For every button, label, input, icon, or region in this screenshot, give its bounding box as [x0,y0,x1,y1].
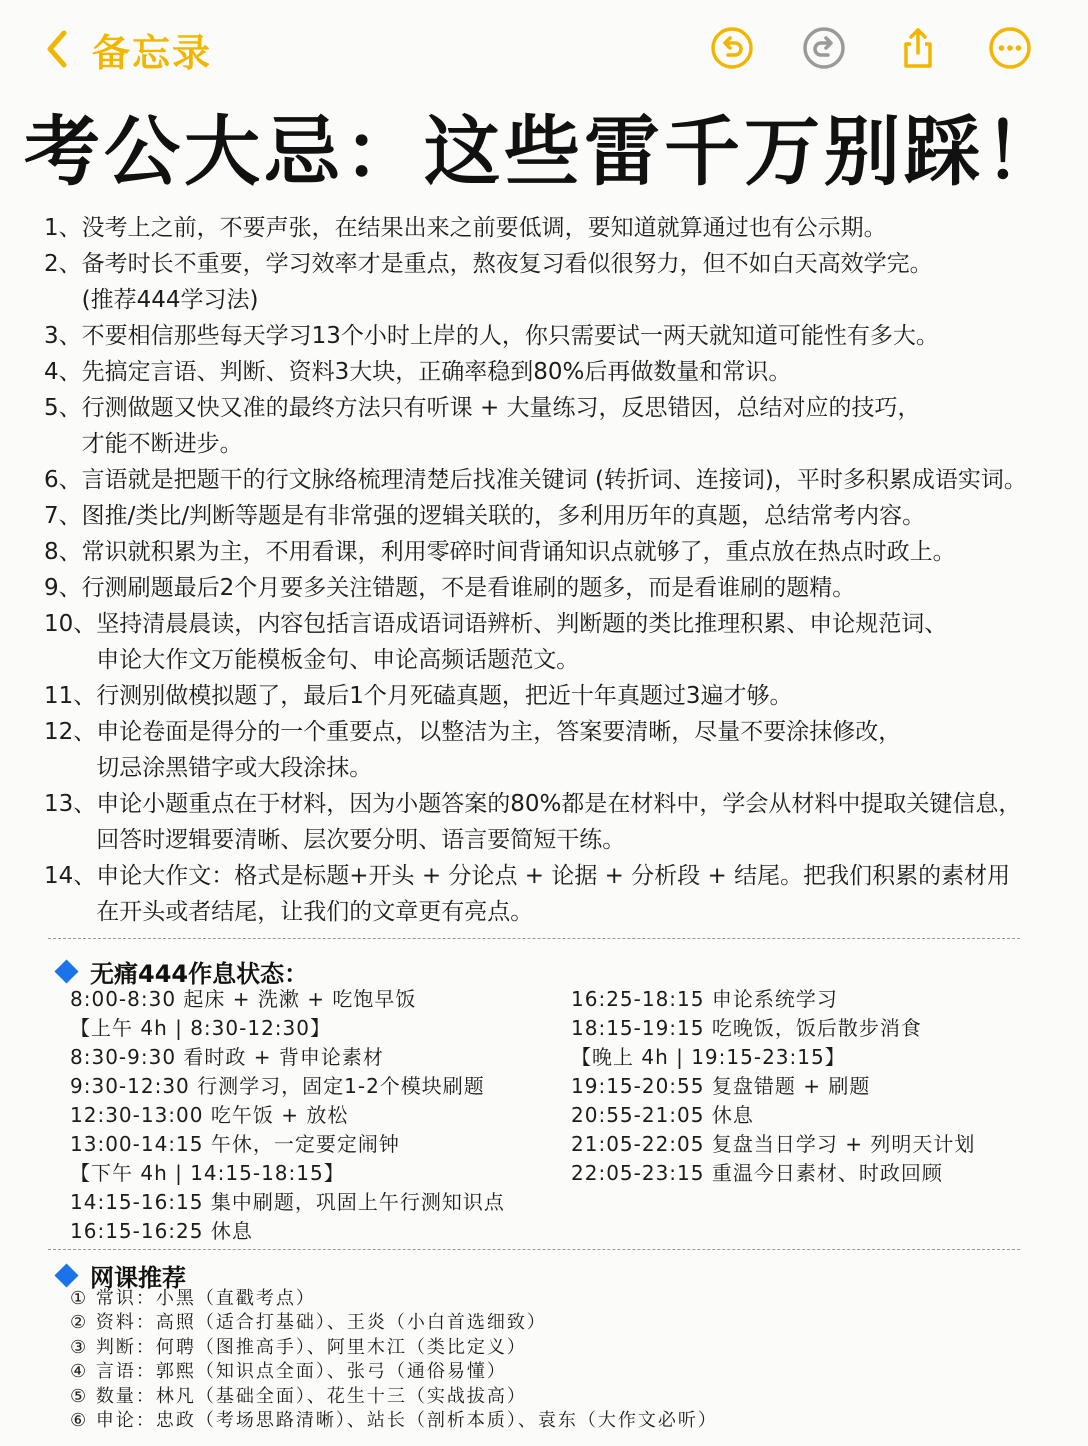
tip-number: 6、 [44,467,82,493]
tip-text: 常识就积累为主，不用看课，利用零碎时间背诵知识点就够了，重点放在热点时政上。 [81,539,956,565]
courses-list [70,1287,718,1433]
schedule-entry: 19:15-20:55 复盘错题 + 刷题 [571,1074,871,1098]
tip-number: 9、 [44,575,82,601]
back-label: 备忘录 [92,30,213,75]
tip-text: 申论大作文：格式是标题+开头 + 分论点 + 论据 + 分析段 + 结尾。把我们积累的素材用 [96,863,1011,889]
tip-text: 才能不断进步。 [81,431,243,457]
tip-item [44,318,1054,354]
tip-item [44,858,1054,930]
tip-item [44,678,1054,714]
tip-number: 3、 [44,323,82,349]
schedule-entry: 8:30-9:30 看时政 + 背申论素材 [70,1045,384,1069]
tip-text: 行测刷题最后2个月要多关注错题，不是看谁刷的题多，而是看谁刷的题精。 [81,575,856,601]
tip-number: 4、 [44,359,82,385]
course-item: ② 资料：高照（适合打基础）、王炎（小白首选细致） [70,1312,547,1334]
tip-number: 13、 [44,791,97,817]
schedule-entry: 12:30-13:00 吃午饭 + 放松 [70,1103,349,1127]
tip-text: 申论大作文万能模板金句、申论高频话题范文。 [96,647,580,673]
note-title: 考公大忌：这些雷千万别踩！ [24,107,1064,196]
share-icon [896,26,940,70]
tip-item [44,498,1054,534]
schedule-entry: 18:15-19:15 吃晚饭，饭后散步消食 [571,1016,922,1040]
undo-icon [710,26,754,70]
course-item: ⑤ 数量：林凡（基础全面）、花生十三（实战拔高） [70,1385,527,1407]
tip-item [44,390,1054,462]
schedule-entry: 16:15-16:25 休息 [70,1219,253,1243]
more-icon [988,26,1032,70]
schedule-entry: 【下午 4h | 14:15-18:15】 [70,1161,345,1185]
diamond-bullet-icon [54,1263,78,1287]
schedule-entry: 16:25-18:15 申论系统学习 [571,987,838,1011]
tip-number: 2、 [44,251,82,277]
tip-text: 回答时逻辑要清晰、层次要分明、语言要简短干练。 [96,827,626,853]
redo-icon [802,26,846,70]
tip-item [44,210,1054,246]
tip-number: 11、 [44,683,97,709]
redo-button[interactable] [802,26,846,70]
tip-number: 1、 [44,215,82,241]
schedule-entry: 8:00-8:30 起床 + 洗漱 + 吃饱早饭 [70,987,417,1011]
tip-text: 没考上之前，不要声张，在结果出来之前要低调，要知道就算通过也有公示期。 [81,215,887,241]
tip-text: 坚持清晨晨读，内容包括言语成语词语辨析、判断题的类比推理积累、申论规范词、 [96,611,948,637]
schedule-entry: 21:05-22:05 复盘当日学习 + 列明天计划 [571,1132,976,1156]
back-button[interactable] [42,24,212,74]
tip-text: 言语就是把题干的行文脉络梳理清楚后找准关键词 (转折词、连接词)，平时多积累成语实词。 [81,467,1027,493]
tip-number: 14、 [44,863,97,889]
schedule-entry: 13:00-14:15 午休，一定要定闹钟 [70,1132,400,1156]
tip-item [44,462,1054,498]
schedule-heading [52,954,308,989]
chevron-left-icon [42,27,72,71]
tip-text: 在开头或者结尾，让我们的文章更有亮点。 [96,899,534,925]
tip-item [44,606,1054,678]
tip-text: 先搞定言语、判断、资料3大块，正确率稳到80%后再做数量和常识。 [81,359,792,385]
course-item: ③ 判断：何聘（图推高手）、阿里木江（类比定义） [70,1336,527,1358]
diamond-bullet-icon [54,959,78,983]
tip-text: 图推/类比/判断等题是有非常强的逻辑关联的，多利用历年的真题，总结常考内容。 [81,503,926,529]
tip-text: 备考时长不重要，学习效率才是重点，熬夜复习看似很努力，但不如白天高效学完。 [81,251,933,277]
schedule-entry: 14:15-16:15 集中刷题，巩固上午行测知识点 [70,1190,505,1214]
schedule-entry: 9:30-12:30 行测学习，固定1-2个模块刷题 [70,1074,485,1098]
tip-item [44,534,1054,570]
course-item: ⑥ 申论：忠政（考场思路清晰）、站长（剖析本质）、袁东（大作文必听） [70,1409,718,1431]
courses-heading-text: 网课推荐 [90,1264,186,1292]
more-button[interactable] [988,26,1032,70]
tip-text: 行测做题又快又准的最终方法只有听课 + 大量练习，反思错因，总结对应的技巧， [81,395,921,421]
tip-text: 申论卷面是得分的一个重要点，以整洁为主，答案要清晰，尽量不要涂抹修改， [96,719,902,745]
share-button[interactable] [896,26,940,70]
schedule-right-column [571,985,975,1188]
tip-text: 切忌涂黑错字或大段涂抹。 [96,755,373,781]
schedule-left-column [70,985,505,1246]
divider [48,1249,1020,1250]
tip-text: 申论小题重点在于材料，因为小题答案的80%都是在材料中，学会从材料中提取关键信息， [96,791,1022,817]
schedule-heading-text: 无痛444作息状态： [90,960,309,988]
tip-number: 5、 [44,395,82,421]
tip-item [44,354,1054,390]
tip-number: 10、 [44,611,97,637]
undo-button[interactable] [710,26,754,70]
schedule-entry: 【上午 4h | 8:30-12:30】 [70,1016,331,1040]
tip-text: 行测别做模拟题了，最后1个月死磕真题，把近十年真题过3遍才够。 [96,683,793,709]
tip-text: (推荐444学习法) [81,287,259,313]
tip-item [44,246,1054,318]
tip-item [44,786,1054,858]
divider [48,938,1020,939]
schedule-entry: 22:05-23:15 重温今日素材、时政回顾 [571,1161,943,1185]
tip-number: 8、 [44,539,82,565]
tips-list [44,210,1054,930]
tip-number: 12、 [44,719,97,745]
course-item: ① 常识：小黑（直戳考点） [70,1288,316,1309]
tip-item [44,570,1054,606]
tip-number: 7、 [44,503,82,529]
tip-item [44,714,1054,786]
schedule-entry: 【晚上 4h | 19:15-23:15】 [571,1045,846,1069]
course-item: ④ 言语：郭熙（知识点全面）、张弓（通俗易懂） [70,1361,507,1383]
tip-text: 不要相信那些每天学习13个小时上岸的人，你只需要试一两天就知道可能性有多大。 [81,323,939,349]
schedule-entry: 20:55-21:05 休息 [571,1103,754,1127]
navigation-bar [0,0,1088,100]
